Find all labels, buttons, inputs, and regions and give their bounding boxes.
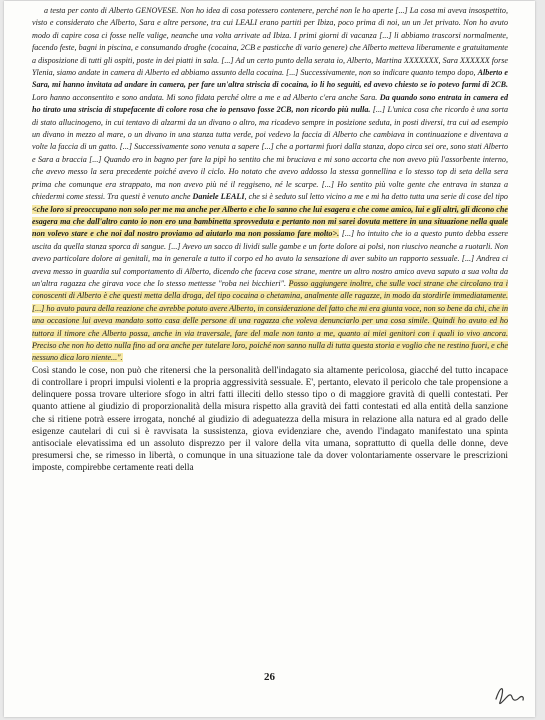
- body-paragraph: Così stando le cose, non può che ritenersi che la personalità dell'indagato sia altamente pericolosa, giacché del tutto incapace di controllare i propri impulsi violenti e la propria aggressività sessuale. E', pertanto, elevato il pericolo che tale propensione a delinquere possa trovare ulteriore sfogo in altri fatti illeciti dello stesso tipo o di maggiore gravità di quelli contestati. Per quanto attiene al giudizio di proporzionalità della misura rispetto alla gravità dei fatti contestati ed alla entità della sanzione che si ritiene potrà essere irrogata, nonché al giudizio di adeguatezza della misura in relazione alla natura ed al grado delle esigenze cautelari di cui si è ravvisata la sussistenza, giova evidenziare che, avendo l'indagato manifestato una spinta antisociale elevatissima ed un assoluto disprezzo per il valore della vita umana, soprattutto di quella delle donne, deve presumersi che, se rimesso in libertà, o comunque in una situazione tale da dover volontariamente osservare le prescrizioni imposte, compirebbe certamente reati della: [32, 365, 508, 474]
- highlight-1: <che loro si preoccupano non solo per me ma anche per Alberto e che lo sanno che lui esagera e che come amico, lui e gli altri, gli dicono che esagera ma che dall'altro canto io non ero una bambinetta sprovveduta e pertanto non mi sarei dovuta mettere in una situazione nella quale non volevo stare e che noi dal nostro proviamo ad aiutarlo ma non possiamo fare molto>.: [32, 204, 508, 239]
- document-page: [4, 1, 535, 717]
- highlight-2: Posso aggiungere inoltre, che sulle voci strane che circolano tra i conoscenti di Alberto è che questi metta della droga, del tipo cocaina o chetamina, analmente alle ragazze, in modo da stordirle immediatamente. [...] ho avuto paura della reazione che avrebbe potuto avere Alberto, in considerazione del fatto che mi era giunta voce, non so bene da chi, che in una occasione lui aveva mandato sotto casa delle persone di una ragazza che voleva denunciarlo per una cosa simile. Quindi ho avuto ed ho tuttora il timore che Alberto possa, anche in via traversale, fare del male non tanto a me, quanto ai miei genitori con i quali io vivo ancora. Preciso che non ho detto nulla fino ad ora anche per tutelare loro, poiché non sanno nulla di tutta questa storia e voglio che ne restino fuori, e che nessuno dica loro niente...".: [32, 278, 508, 363]
- quote-mid-3: , che si è seduto sul letto vicino a me e mi ha detto tutta una serie di cose del tipo: [244, 192, 508, 202]
- quote-mid-4: [...] ho intuito che io a questo punto debba essere uscita da quella stanza sporca di sangue. [...] Avevo un sacco di lividi sulle gambe e un forte dolore ai polsi, non riuscivo neanche a ruotarli. Non avevo particolare dolore ai genitali, ma in generale a tutto il corpo ed ho avuto la sensazione di aver subito un rapporto sessuale. [...] Andrea ci aveva messo in guardia sul comportamento di Alberto, dicendo che faceva cose strane, mentre un altro nostro amico aveva saputo a sua volta da un'altra ragazza che girava voce che lo stesso mettesse "roba nei bicchieri".: [32, 229, 508, 288]
- quote-mid-2: [...] L'unica cosa che ricordo è una sorta di stato allucinogeno, in cui tentavo di alzarmi da un divano o altro, ma ricadevo sempre in posizione seduta, in posti diversi, tra cui ad esempio un divano in mezzo al mare, o un divano in una stanza tutta verde, poi vedevo la faccia di Alberto che cambiava in continuazione e diventava a volte la faccia di un gatto. [...] Successivamente sono venuta a sapere [...] che a portarmi fuori dalla stanza, dopo circa sei ore, sono stati Alberto e Sara a braccia [...] Quando ero in bagno per fare la pipì ho sentito che mi bruciava e mi sono accorta che non avevo più l'assorbente interno, che avevo messo la sera precedente poiché avevo il ciclo. Ho notato che avevo addosso la stessa gonnellina e lo stesso top di seta della sera prima che comunque era strappato, ma non avevo più né il reggiseno, né le scarpe. [...] Ho sentito più volte gente che entrava in stanza a chiedermi come stessi. Tra questi è venuto anche: [32, 105, 509, 202]
- quote-mid-1: Loro hanno acconsentito e sono andata. Mi sono fidata perché oltre a me e ad Alberto c'era anche Sara.: [32, 92, 378, 102]
- witness-name: Daniele LEALI: [192, 192, 245, 202]
- page-text: [32, 5, 508, 475]
- testimony-quote: [32, 5, 508, 365]
- page-number: 26: [264, 671, 275, 683]
- quote-bold-2: Da quando sono entrata in camera ed ho tirato una striscia di stupefacente di colore rosa che io pensavo fosse 2CB, non ricordo più nulla.: [32, 92, 508, 115]
- signature-mark: [492, 681, 528, 709]
- quote-pre: a testa per conto di Alberto GENOVESE. Non ho idea di cosa potessero contenere, perché non le ho aperte [...] La cosa mi aveva insospettito, visto e considerato che Alberto, Sara e altre persone, tra cui LEALI erano partiti per Ibiza, poco prima di noi, un un Jet privato. Non ho avuto modo di capire cosa ci fosse nelle valige, neanche una volta arrivate ad Ibiza. I primi giorni di vacanza [...] li abbiamo trascorsi normalmente, facendo feste, bagni in piscina, e consumando droghe (cocaina, 2CB e pasticche di vario genere) che Alberto metteva liberamente e gratuitamente a disposizione di tutti gli ospiti, poste in dei piatti in sala. [...] Ad un certo punto della serata io, Alberto, Martina XXXXXXX, Sara XXXXXX forse Ylenia, siamo andate in camera di Alberto ed abbiamo assunto della cocaina. [...] Successivamente, non so indicare quanto tempo dopo,: [32, 6, 508, 78]
- quote-bold-1: Alberto e Sara, mi hanno invitata ad andare in camera, per fare un'altra striscia di cocaina, io li ho seguiti, ed avevo chiesto se io potevo farmi di 2CB.: [32, 68, 508, 90]
